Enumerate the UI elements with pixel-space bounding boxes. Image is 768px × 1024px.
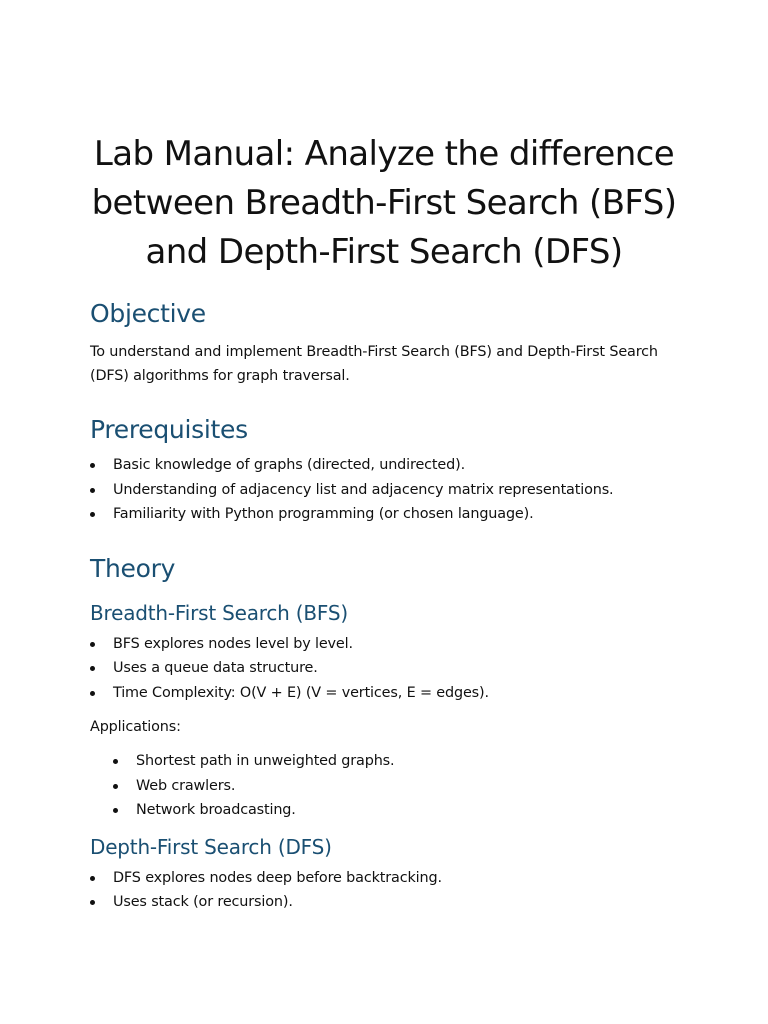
list-item (90, 890, 678, 915)
applications-list (90, 749, 678, 823)
bullet-icon (113, 759, 118, 764)
list-item (90, 656, 678, 681)
list-item-text: Uses a queue data structure. (113, 660, 318, 676)
dfs-list (90, 866, 678, 915)
list-item-text: Understanding of adjacency list and adjacency matrix representations. (113, 481, 614, 498)
list-item (113, 798, 678, 823)
objective-text: To understand and implement Breadth-First Search (BFS) and Depth-First Search (DFS) algorithms for graph traversal. (90, 344, 658, 384)
list-item-text: Time Complexity: O(V + E) (V = vertices, E = edges). (113, 684, 489, 701)
list-item-text: Web crawlers. (136, 777, 236, 794)
bfs-list (90, 632, 678, 706)
list-item-text: DFS explores nodes deep before backtracking. (113, 869, 442, 886)
list-item (90, 478, 678, 503)
bfs-heading: Breadth-First Search (BFS) (90, 600, 348, 625)
list-item-text: Uses stack (or recursion). (113, 894, 293, 910)
bullet-icon (90, 876, 95, 881)
bullet-icon (90, 666, 95, 671)
bullet-icon (113, 808, 118, 813)
bullet-icon (90, 463, 95, 468)
prerequisites-list (90, 453, 678, 527)
objective-heading: Objective (90, 299, 206, 328)
list-item (90, 453, 678, 478)
list-item-text: Shortest path in unweighted graphs. (136, 753, 395, 769)
bullet-icon (90, 900, 95, 905)
dfs-heading: Depth-First Search (DFS) (90, 834, 332, 859)
list-item-text: BFS explores nodes level by level. (113, 635, 353, 652)
list-item (113, 774, 678, 799)
list-item-text: Familiarity with Python programming (or chosen language). (113, 506, 534, 522)
list-item-text: Network broadcasting. (136, 802, 296, 818)
list-item (90, 866, 678, 891)
bullet-icon (113, 784, 118, 789)
document-title: Lab Manual: Analyze the difference between Breadth-First Search (BFS) and Depth-First Search (DFS) (91, 134, 677, 272)
prerequisites-heading: Prerequisites (90, 415, 248, 444)
bullet-icon (90, 691, 95, 696)
bullet-icon (90, 488, 95, 493)
list-item (90, 502, 678, 527)
list-item (90, 632, 678, 657)
list-item (113, 749, 678, 774)
theory-heading: Theory (90, 553, 176, 583)
applications-label: Applications: (90, 719, 181, 735)
list-item (90, 681, 678, 706)
bullet-icon (90, 512, 95, 517)
bullet-icon (90, 642, 95, 647)
list-item-text: Basic knowledge of graphs (directed, undirected). (113, 457, 465, 473)
